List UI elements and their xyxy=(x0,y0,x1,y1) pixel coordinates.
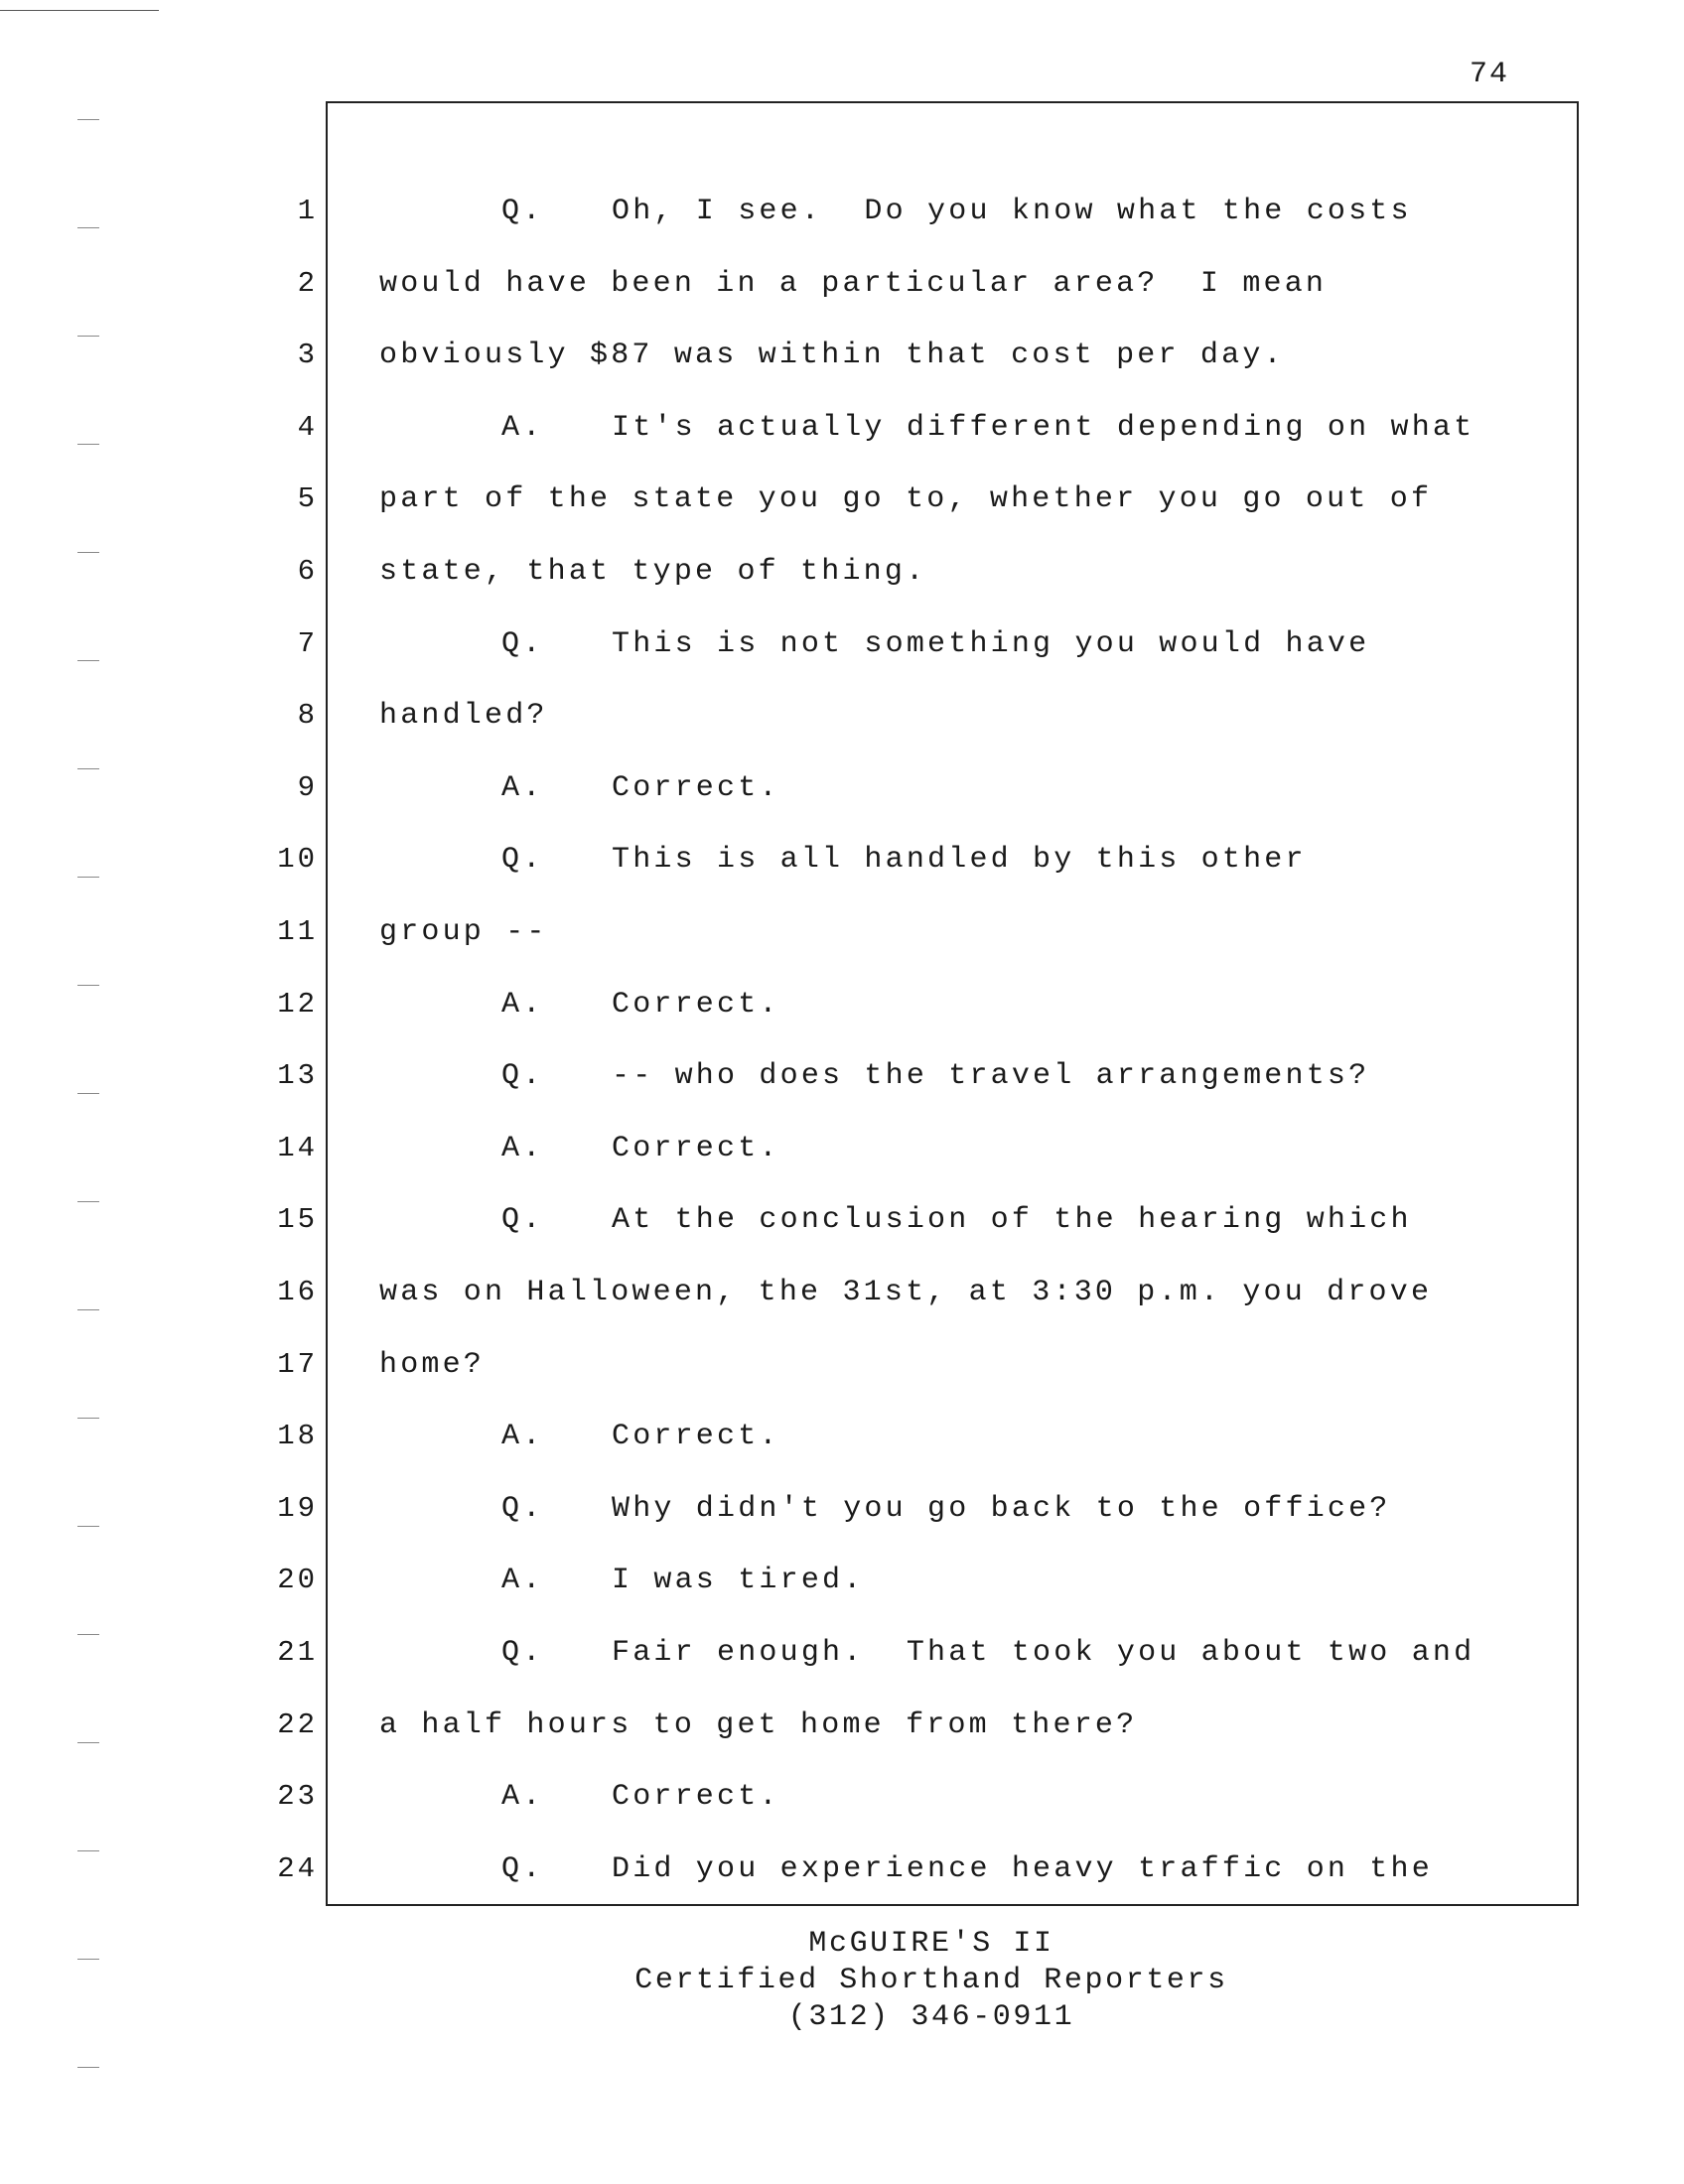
line-number: 2 xyxy=(297,267,318,300)
speaker-label: Q. xyxy=(501,627,544,661)
transcript-line-text: part of the state you go to, whether you go out of xyxy=(379,482,1433,516)
transcript-line-text: Correct. xyxy=(612,1420,780,1453)
transcript-line-text: obviously $87 was within that cost per day. xyxy=(379,339,1285,372)
page-number: 74 xyxy=(1470,58,1510,91)
transcript-line-text: was on Halloween, the 31st, at 3:30 p.m. you drove xyxy=(379,1276,1433,1309)
footer-company: McGUIRE'S II xyxy=(808,1927,1054,1961)
line-number: 18 xyxy=(277,1420,318,1452)
line-number: 9 xyxy=(297,771,318,804)
transcript-line-text: At the conclusion of the hearing which xyxy=(612,1203,1412,1237)
line-number: 12 xyxy=(277,988,318,1021)
transcript-line-text: It's actually different depending on what xyxy=(612,411,1475,445)
speaker-label: A. xyxy=(501,1420,544,1453)
line-number: 4 xyxy=(297,411,318,444)
transcript-line-text: handled? xyxy=(379,699,548,733)
speaker-label: Q. xyxy=(501,843,544,877)
line-number: 20 xyxy=(277,1564,318,1596)
speaker-label: Q. xyxy=(501,1852,544,1886)
line-number: 21 xyxy=(277,1636,318,1669)
transcript-line-text: Correct. xyxy=(612,988,780,1022)
transcript-line-text: This is all handled by this other xyxy=(612,843,1307,877)
line-number: 22 xyxy=(277,1708,318,1741)
transcript-line-text: -- who does the travel arrangements? xyxy=(612,1059,1370,1093)
speaker-label: A. xyxy=(501,771,544,805)
line-number: 11 xyxy=(277,915,318,948)
speaker-label: Q. xyxy=(501,1203,544,1237)
line-number: 17 xyxy=(277,1348,318,1381)
transcript-line-text: I was tired. xyxy=(612,1564,865,1597)
line-number: 8 xyxy=(297,699,318,732)
footer-tagline: Certified Shorthand Reporters xyxy=(634,1964,1228,1997)
line-number: 5 xyxy=(297,482,318,515)
line-number: 14 xyxy=(277,1132,318,1164)
speaker-label: Q. xyxy=(501,1059,544,1093)
transcript-line-text: Fair enough. That took you about two and xyxy=(612,1636,1475,1670)
transcript-line-text: home? xyxy=(379,1348,486,1382)
speaker-label: Q. xyxy=(501,1492,544,1526)
line-number: 16 xyxy=(277,1276,318,1308)
transcript-line-text: Correct. xyxy=(612,1780,780,1814)
speaker-label: A. xyxy=(501,988,544,1022)
speaker-label: A. xyxy=(501,1780,544,1814)
transcript-line-text: Oh, I see. Do you know what the costs xyxy=(612,195,1412,228)
transcript-line-text: a half hours to get home from there? xyxy=(379,1708,1138,1742)
transcript-line-text: group -- xyxy=(379,915,548,949)
speaker-label: A. xyxy=(501,1564,544,1597)
line-number: 1 xyxy=(297,195,318,227)
line-number: 3 xyxy=(297,339,318,371)
transcript-line-text: Did you experience heavy traffic on the xyxy=(612,1852,1433,1886)
line-number: 6 xyxy=(297,555,318,588)
line-number: 15 xyxy=(277,1203,318,1236)
line-numbers xyxy=(0,0,318,2184)
speaker-label: Q. xyxy=(501,195,544,228)
transcript-line-text: state, that type of thing. xyxy=(379,555,927,589)
line-number: 7 xyxy=(297,627,318,660)
transcript-line-text: would have been in a particular area? I mean xyxy=(379,267,1328,301)
transcript-line-text: Why didn't you go back to the office? xyxy=(612,1492,1391,1526)
line-number: 19 xyxy=(277,1492,318,1525)
speaker-label: A. xyxy=(501,1132,544,1165)
speaker-label: A. xyxy=(501,411,544,445)
transcript-line-text: Correct. xyxy=(612,1132,780,1165)
footer xyxy=(0,1926,1684,2036)
transcript-line-text: This is not something you would have xyxy=(612,627,1370,661)
footer-phone: (312) 346-0911 xyxy=(787,2000,1075,2034)
line-number: 23 xyxy=(277,1780,318,1813)
line-number: 13 xyxy=(277,1059,318,1092)
transcript-line-text: Correct. xyxy=(612,771,780,805)
speaker-label: Q. xyxy=(501,1636,544,1670)
line-number: 24 xyxy=(277,1852,318,1885)
line-number: 10 xyxy=(277,843,318,876)
